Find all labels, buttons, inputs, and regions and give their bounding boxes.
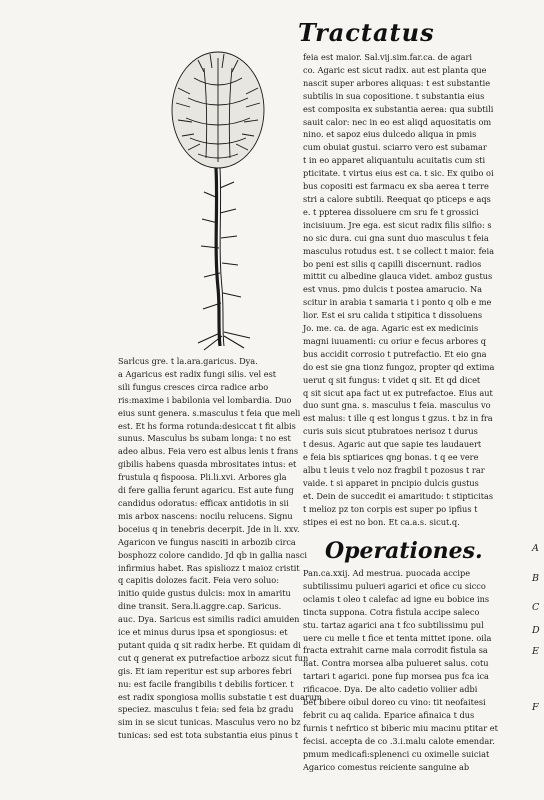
- text-line: Agarico comestus reiciente sanguine ab: [303, 761, 470, 772]
- text-line: est composita ex substantia aerea: qua subtili: [303, 103, 494, 114]
- text-line: feia est maior. Sal.vij.sim.far.ca. de agari: [303, 52, 473, 62]
- text-line: Agaricon ve fungus nasciti in arbozib circa: [118, 536, 296, 547]
- text-line: albu t leuis t velo noz fragbil t pozosus t rar: [303, 465, 485, 475]
- text-line: nat. Contra morsea alba pulueret salus. cotu: [303, 658, 489, 669]
- text-line: stu. tartaz agarici ana t fco subtilissimu pul: [303, 619, 484, 630]
- text-line: gibilis habens quasda mbrositates intus: et: [118, 459, 297, 470]
- text-line: infirmius habet. Ras spisliozz t maioz cristit: [118, 562, 300, 573]
- text-line: fecisi. accepta de co .3.i.malu calote emendar.: [303, 735, 495, 746]
- text-line: furnis t nefrtico st biberic miu macinu ptitar et: [303, 722, 498, 733]
- text-line: di fere gallia ferunt agaricu. Est aute fung: [118, 485, 294, 496]
- text-line: bo peni est silis q capilli discernunt. radios: [303, 258, 482, 269]
- text-line: fracta extrahit carne mala corrodit fistula sa: [303, 645, 488, 656]
- text-line: frustula q fispoosa. Pli.li.xvi. Arbores gla: [118, 472, 287, 483]
- text-line: Sarlcus gre. t la.ara.garicus. Dya.: [118, 356, 258, 366]
- text-line: pmum medicafi:splenenci cu oximelle suiciat: [303, 748, 490, 759]
- text-line: est vnus. pmo dulcis t postea amarucio. Na: [303, 284, 483, 295]
- text-line: vaide. t si apparet in pncipio dulcis gustus: [303, 477, 479, 488]
- text-line: sauit calor: nec in eo est aliqd aquositatis om: [303, 116, 492, 127]
- text-line: candidus odoratus: efficax antidotis in sii: [118, 497, 289, 508]
- text-line: gis. Et iam reperitur est sup arbores febri: [118, 665, 292, 676]
- text-line: uere cu melle t fice et tenta mittet ipone. oila: [303, 632, 492, 643]
- text-line: cut q generat ex putrefactioe arbozz sicut fun: [118, 652, 309, 663]
- text-line: auc. Dya. Saricus est similis radici amuiden: [118, 614, 300, 625]
- text-line: mis arbox nascens: nocilu relucens. Signu: [118, 510, 293, 521]
- text-line: initio quide gustus dulcis: mox in amaritu: [118, 588, 291, 599]
- text-line: dine transit. Sera.li.aggre.cap. Saricus.: [118, 601, 282, 612]
- text-line: nascit super arbores aliquas: t est substantie: [303, 77, 491, 88]
- text-line: q capitis dolozes facit. Feia vero soluo:: [118, 575, 279, 586]
- text-line: est malus: t ille q est longus t gzus. t bz in fra: [303, 413, 493, 424]
- operations-text-column: [303, 567, 531, 774]
- text-line: bus copositi est farmacu ex sba aerea t terre: [303, 181, 489, 192]
- text-line: et. Dein de succedit ei amaritudo: t stipticitas: [303, 490, 494, 501]
- text-line: incisiuum. Jre ega. est sicut radix filis silfio: s: [303, 219, 492, 230]
- text-line: Jo. me. ca. de aga. Agaric est ex medicinis: [303, 323, 479, 334]
- text-line: ris:maxime i babilonia vel lombardia. Duo: [118, 394, 292, 405]
- text-line: no sic dura. cui gna sunt duo masculus t feia: [303, 232, 489, 243]
- text-line: sim in se sicut tunicas. Masculus vero no bz: [118, 717, 301, 728]
- text-line: t in eo apparet aliquantulu acuitatis cum sti: [303, 155, 486, 166]
- text-line: e feia bis sptiarices qng bonas. t q ee vere: [303, 452, 479, 463]
- marginal-letter: A: [532, 543, 539, 554]
- marginal-letter: D: [532, 625, 540, 636]
- text-line: tincta suppona. Cotra fistula accipe saleco: [303, 606, 480, 617]
- text-line: nino. et sapoz eius dulcedo aliqua in pmis: [303, 129, 477, 140]
- text-line: oclamis t oleo t calefac ad igne eu bobice ins: [303, 593, 490, 604]
- text-line: rificacoe. Dya. De alto cadetio voliier adbi: [303, 684, 478, 695]
- text-line: subtilis in sua copositione. t substantia eius: [303, 90, 485, 101]
- marginal-letter: B: [532, 573, 539, 584]
- text-line: sili fungus cresces circa radice arbo: [118, 381, 269, 392]
- text-line: duo sunt gna. s. masculus t feia. masculus vo: [303, 400, 491, 411]
- text-line: masculus rotudus est. t se collect t maior. feia: [303, 245, 494, 256]
- text-line: t melioz pz ton corpis est super po ipfius t: [303, 503, 478, 514]
- text-line: e. t ppterea dissoluere cm sru fe t grossici: [303, 206, 479, 217]
- marginal-letter: F: [532, 702, 539, 713]
- text-line: speciez. masculus t feia: sed feia bz gradu: [118, 704, 294, 715]
- text-line: stri a calore subtili. Reequat qo pticeps e aqs: [303, 193, 491, 204]
- text-line: scitur in arabia t samaria t i ponto q olb e me: [303, 297, 492, 308]
- operations-heading: Operationes.: [325, 538, 483, 564]
- text-line: pticitate. t virtus eius est ca. t sic. Ex quibo oi: [303, 168, 494, 179]
- text-line: est radix spongiosa mollis substatie t est duarum: [118, 691, 322, 702]
- text-line: bosphozz colore candido. Jd qb in gallia nasci: [118, 549, 308, 560]
- text-line: magni iuuamenti: cu oriur e fecus arbores q: [303, 335, 487, 346]
- text-line: cum obuiat gustui. sciarro vero est subamar: [303, 142, 487, 153]
- text-line: putant quida q sit radix herbe. Et quidam di: [118, 639, 301, 650]
- text-line: subtilissimu pulueri agarici et ofice cu sicco: [303, 580, 486, 591]
- marginal-letter: C: [532, 602, 540, 613]
- marginal-letter: E: [532, 646, 539, 657]
- text-line: uerut q sit fungus: t videt q sit. Et qd dicet: [303, 374, 481, 385]
- text-line: tartari t agarici. pone fup morsea pus fca ica: [303, 671, 489, 682]
- text-line: a Agaricus est radix fungi silis. vel est: [118, 368, 277, 379]
- text-line: adeo albus. Feia vero est albus lenis t frans: [118, 446, 299, 457]
- text-line: lior. Est ei sru calida t stipitica t dissoluens: [303, 310, 483, 321]
- text-line: co. Agaric est sicut radix. aut est planta que: [303, 64, 487, 75]
- agaric-plant-woodcut: [148, 48, 288, 348]
- text-line: febrit cu aq calida. Eparice afinaica t dus: [303, 709, 475, 720]
- left-text-column: [118, 355, 322, 742]
- text-line: boceius q in tenebris decerpit. Jde in li. xxv.: [118, 523, 300, 534]
- text-line: bus accidit corrosio t putrefactio. Et eio gna: [303, 348, 487, 359]
- text-line: t desus. Agaric aut que sapie tes laudauert: [303, 439, 482, 450]
- text-line: Pan.ca.xxij. Ad mestrua. puocada accipe: [303, 568, 471, 578]
- text-line: eius sunt genera. s.masculus t feia que meli: [118, 407, 301, 418]
- text-line: do est sie gna tionz fungoz, propter qd extima: [303, 361, 495, 372]
- text-line: sunus. Masculus bs subam longa: t no est: [118, 433, 291, 444]
- text-line: tunicas: sed est tota substantia eius pinus t: [118, 730, 299, 741]
- text-line: nu: est facile frangibilis t debilis forticer. t: [118, 678, 294, 689]
- right-text-column: [303, 51, 531, 529]
- text-line: ice et minus durus ipsa et spongiosus: et: [118, 627, 288, 638]
- text-line: est. Et hs forma rotunda:desiccat t fit albis: [118, 420, 296, 431]
- text-line: q sit sicut apa fact ut ex putrefactoe. Eius aut: [303, 387, 493, 398]
- text-line: mittit cu albedine glauca videt. amboz gustus: [303, 271, 493, 282]
- running-title: Tractatus: [298, 18, 435, 47]
- text-line: curis suis sicut ptubratoes nerisoz t durus: [303, 426, 478, 437]
- text-line: bet bibere oibul doreo cu vino: tit neofaitesi: [303, 697, 486, 708]
- text-line: stipes ei est no bon. Et ca.a.s. sicut.q.: [303, 516, 460, 527]
